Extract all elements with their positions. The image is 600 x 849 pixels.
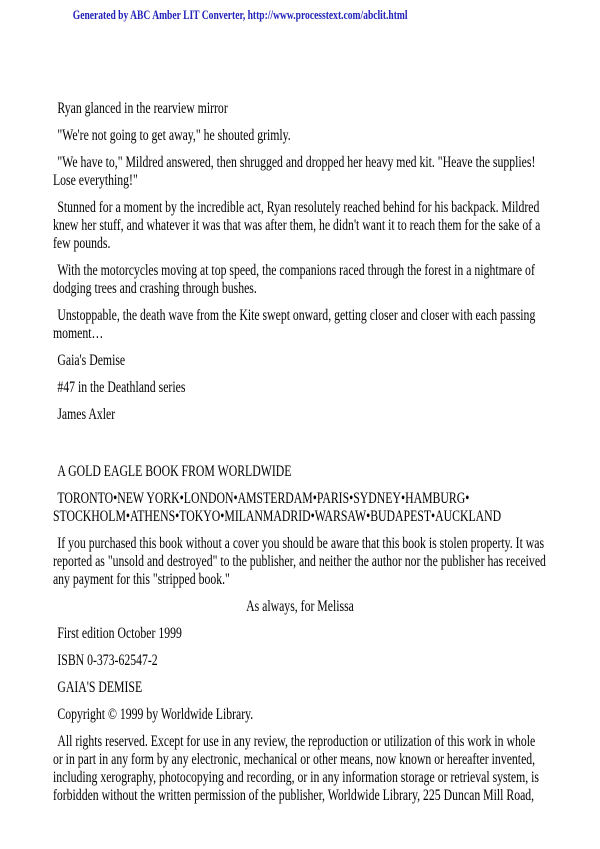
isbn-line: ISBN 0-373-62547-2: [57, 652, 158, 669]
converter-header-text: Generated by ABC Amber LIT Converter, http://www.processtext.com/abclit.html: [72, 7, 408, 22]
book-title-line: Gaia's Demise: [57, 352, 126, 369]
stolen-book-notice: If you purchased this book without a cover you should be aware that this book is stolen property. It was reported as "unsold and destroyed" to the publisher, and neither the author nor the publisher has received any payment for this "stripped book.": [52, 535, 546, 588]
publisher-line: A GOLD EAGLE BOOK FROM WORLDWIDE: [57, 463, 292, 480]
edition-line: First edition October 1999: [57, 625, 182, 642]
rights-paragraph: All rights reserved. Except for use in any review, the reproduction or utilization of this work in whole or in part in any form by any electronic, mechanical or other means, now known or hereafter invented, including xerography, photocopying and recording, or in any information storage or retrieval system, is forbidden without the written permission of the publisher, Worldwide Library, 225 Duncan Mill Road,: [52, 733, 539, 804]
page-scale-wrapper: [0, 6, 600, 805]
paragraph-rearview: Ryan glanced in the rearview mirror: [57, 100, 228, 117]
dedication-line: As always, for Melissa: [246, 598, 354, 615]
paragraph-have-to: "We have to," Mildred answered, then shrugged and dropped her heavy med kit. "Heave the supplies! Lose everything!": [52, 154, 536, 189]
author-line: James Axler: [57, 406, 116, 423]
paragraph-motorcycles: With the motorcycles moving at top speed, the companions raced through the forest in a nightmare of dodging trees and crashing through bushes.: [52, 262, 535, 297]
series-line: #47 in the Deathland series: [57, 379, 186, 396]
paragraph-unstoppable: Unstoppable, the death wave from the Kite swept onward, getting closer and closer with each passing moment…: [52, 307, 536, 342]
cities-line: TORONTO•NEW YORK•LONDON•AMSTERDAM•PARIS•SYDNEY•HAMBURG• STOCKHOLM•ATHENS•TOKYO•MILANMADRID•WARSAW•BUDAPEST•AUCKLAND: [52, 490, 502, 525]
paragraph-stunned: Stunned for a moment by the incredible act, Ryan resolutely reached behind for his backpack. Mildred knew her stuff, and whatever it was that was after them, he didn't want it to reach them for the sake of a few pounds.: [52, 199, 541, 252]
page-content: [0, 100, 600, 805]
paragraph-getaway: "We're not going to get away," he shouted grimly.: [57, 127, 291, 144]
copyright-line: Copyright © 1999 by Worldwide Library.: [57, 706, 254, 723]
title-caps-line: GAIA'S DEMISE: [57, 679, 143, 696]
